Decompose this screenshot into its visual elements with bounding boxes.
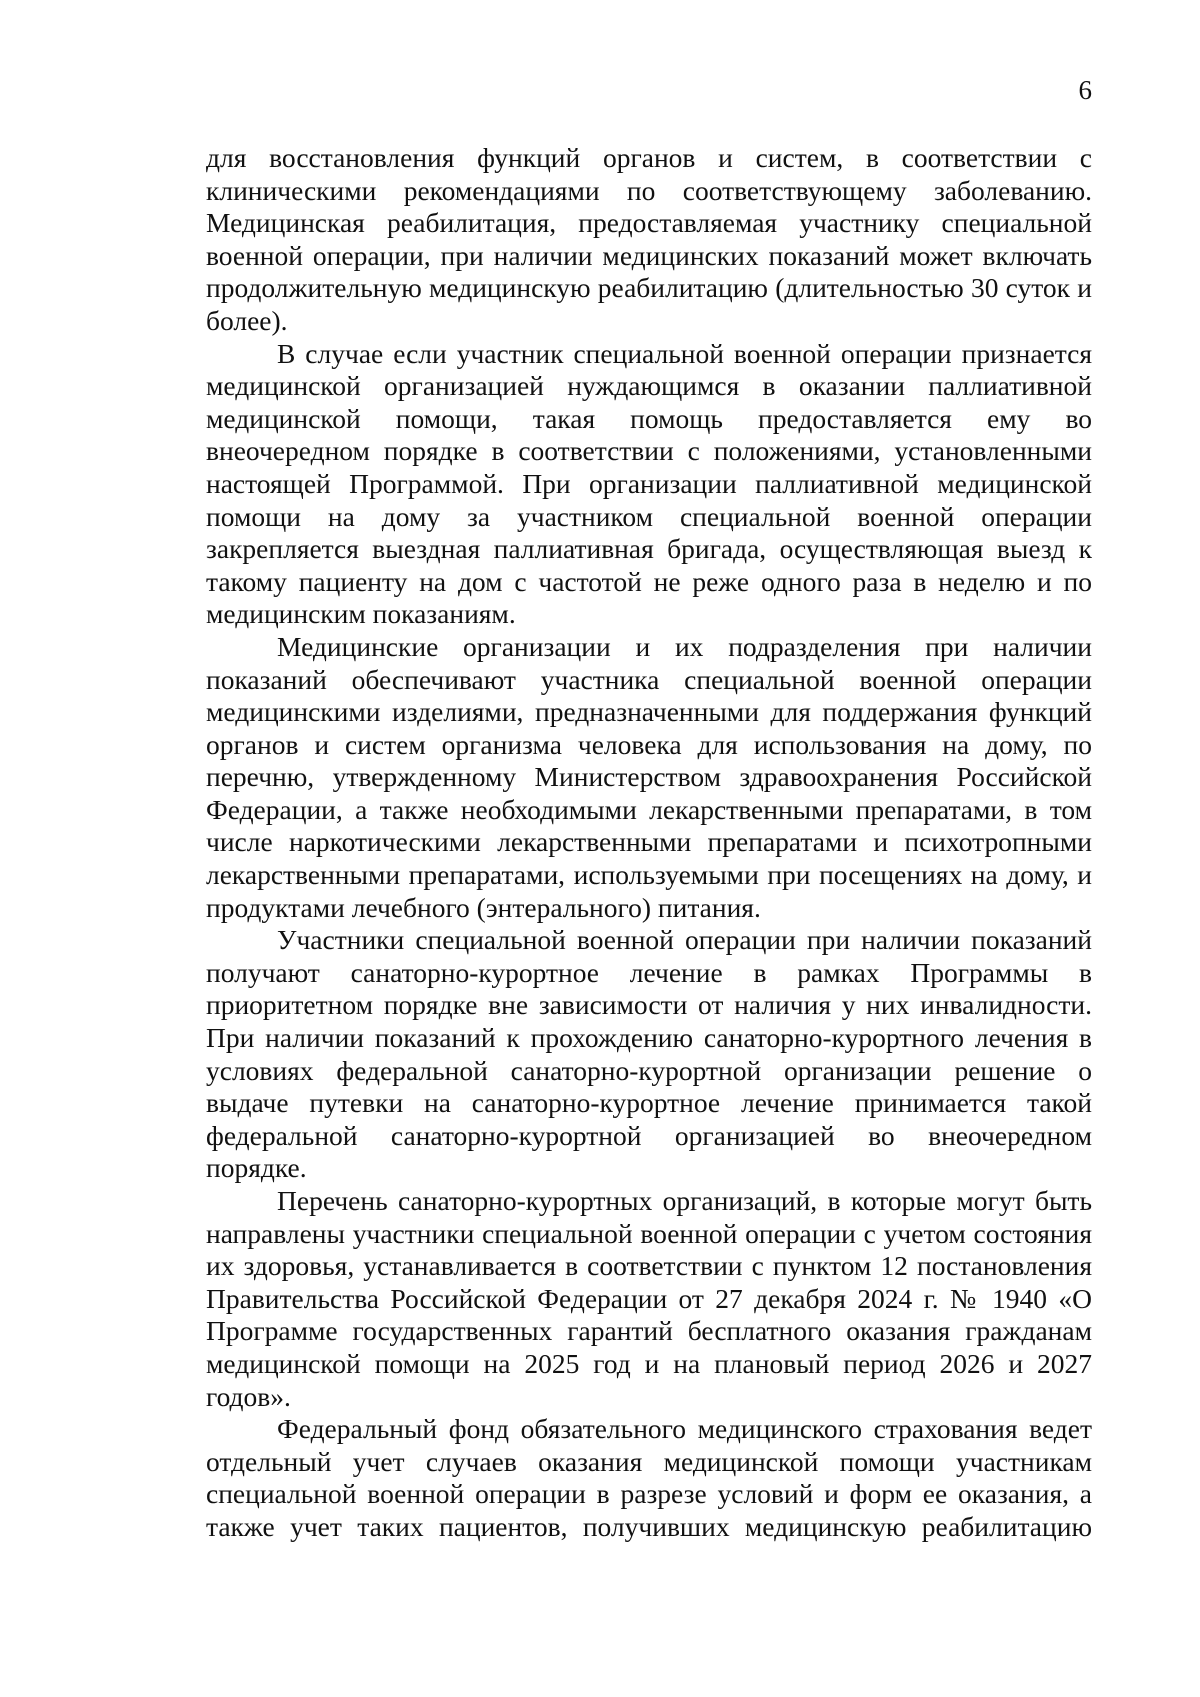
paragraph-federal-fund: Федеральный фонд обязательного медицинского страхования ведет отдельный учет случаев оказания медицинской помощи участникам специальной военной операции в разрезе условий и форм ее оказания, а также учет таких пациентов, получивших медицинскую реабилитацию (206, 1413, 1092, 1542)
paragraph-medical-devices: Медицинские организации и их подразделения при наличии показаний обеспечивают участника специальной военной операции медицинскими изделиями, предназначенными для поддержания функций органов и систем организма человека для использования на дому, по перечню, утвержденному Министерством здравоохранения Российской Федерации, а также необходимыми лекарственными препаратами, в том числе наркотическими лекарственными препаратами и психотропными лекарственными препаратами, используемыми при посещениях на дому, и продуктами лечебного (энтерального) питания. (206, 630, 1092, 923)
paragraph-sanatorium-list: Перечень санаторно-курортных организаций, в которые могут быть направлены участники специальной военной операции с учетом состояния их здоровья, устанавливается в соответствии с пунктом 12 постановления Правительства Российской Федерации от 27 декабря 2024 г. № 1940 «О Программе государственных гарантий бесплатного оказания гражданам медицинской помощи на 2025 год и на плановый период 2026 и 2027 годов». (206, 1185, 1092, 1412)
body-text (206, 142, 1092, 1544)
page-number: 6 (1078, 75, 1092, 105)
paragraph-rehabilitation-continuation: для восстановления функций органов и систем, в соответствии с клиническими рекомендациями по соответствующему заболеванию. Медицинская реабилитация, предоставляемая участнику специальной военной операции, при наличии медицинских показаний может включать продолжительную медицинскую реабилитацию (длительностью 30 суток и более). (206, 142, 1092, 336)
paragraph-palliative-care: В случае если участник специальной военной операции признается медицинской организацией нуждающимся в оказании паллиативной медицинской помощи, такая помощь предоставляется ему во внеочередном порядке в соответствии с положениями, установленными настоящей Программой. При организации паллиативной медицинской помощи на дому за участником специальной военной операции закрепляется выездная паллиативная бригада, осуществляющая выезд к такому пациенту на дом с частотой не реже одного раза в неделю и по медицинским показаниям. (206, 337, 1092, 630)
paragraph-sanatorium-treatment: Участники специальной военной операции при наличии показаний получают санаторно-курортное лечение в рамках Программы в приоритетном порядке вне зависимости от наличия у них инвалидности. При наличии показаний к прохождению санаторно-курортного лечения в условиях федеральной санаторно-курортной организации решение о выдаче путевки на санаторно-курортное лечение принимается такой федеральной санаторно-курортной организацией во внеочередном порядке. (206, 924, 1092, 1184)
